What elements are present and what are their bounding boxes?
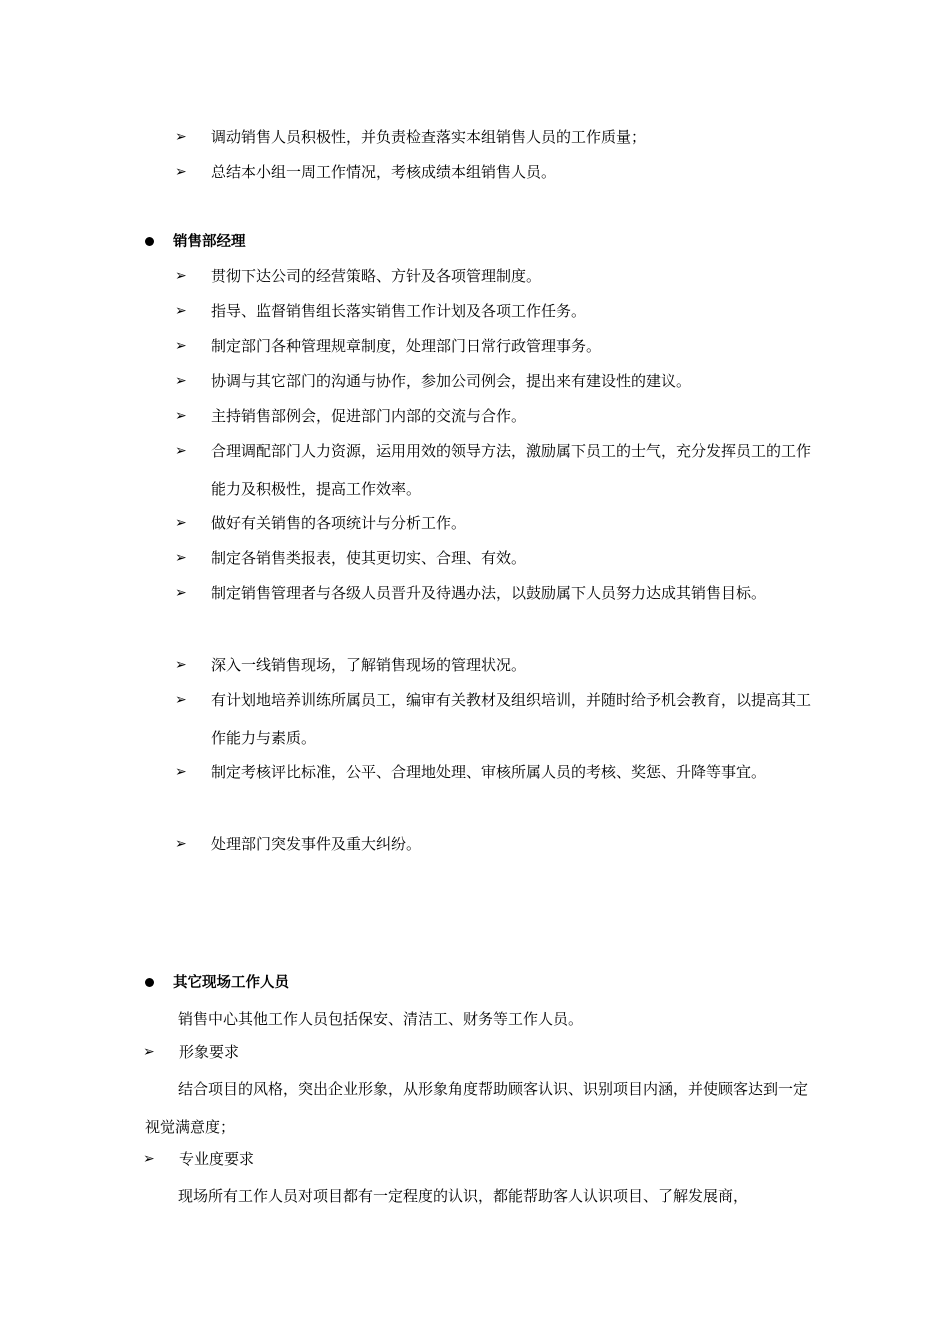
list-item: ➢ 总结本小组一周工作情况，考核成绩本组销售人员。 <box>175 153 815 191</box>
arrow-bullet-icon: ➢ <box>175 657 187 673</box>
arrow-bullet-icon: ➢ <box>175 303 187 319</box>
list-item: ➢ 深入一线销售现场，了解销售现场的管理状况。 <box>175 646 815 684</box>
arrow-bullet-icon: ➢ <box>175 550 187 566</box>
arrow-bullet-icon: ➢ <box>175 408 187 424</box>
arrow-bullet-icon: ➢ <box>175 692 187 708</box>
list-item: ➢ 有计划地培养训练所属员工，编审有关教材及组织培训，并随时给予机会教育，以提高其工作能力与素质。 <box>175 681 815 757</box>
arrow-bullet-icon: ➢ <box>175 443 187 459</box>
bullet-dot-icon <box>145 237 154 246</box>
professional-requirement-title: ➢ 专业度要求 <box>143 1150 255 1168</box>
others-intro: 销售中心其他工作人员包括保安、清洁工、财务等工作人员。 <box>178 1010 584 1028</box>
section-heading-manager: 销售部经理 <box>143 231 246 253</box>
list-item: ➢ 制定销售管理者与各级人员晋升及待遇办法，以鼓励属下人员努力达成其销售目标。 <box>175 574 815 612</box>
list-item: ➢ 制定部门各种管理规章制度，处理部门日常行政管理事务。 <box>175 327 815 365</box>
arrow-bullet-icon: ➢ <box>175 764 187 780</box>
list-item: ➢ 制定各销售类报表，使其更切实、合理、有效。 <box>175 539 815 577</box>
arrow-bullet-icon: ➢ <box>175 836 187 852</box>
list-item: ➢ 协调与其它部门的沟通与协作，参加公司例会，提出来有建设性的建议。 <box>175 362 815 400</box>
list-item: ➢ 制定考核评比标准，公平、合理地处理、审核所属人员的考核、奖惩、升降等事宜。 <box>175 753 815 791</box>
image-requirement-title: ➢ 形象要求 <box>143 1043 240 1061</box>
list-item: ➢ 做好有关销售的各项统计与分析工作。 <box>175 504 815 542</box>
arrow-bullet-icon: ➢ <box>175 515 187 531</box>
arrow-bullet-icon: ➢ <box>175 268 187 284</box>
arrow-bullet-icon: ➢ <box>143 1151 155 1167</box>
list-item: ➢ 处理部门突发事件及重大纠纷。 <box>175 825 815 863</box>
image-requirement-text: 结合项目的风格，突出企业形象，从形象角度帮助顾客认识、识别项目内涵，并使顾客达到一定视觉满意度； <box>145 1080 809 1136</box>
list-item: ➢ 合理调配部门人力资源，运用用效的领导方法，激励属下员工的士气，充分发挥员工的工作能力及积极性，提高工作效率。 <box>175 432 815 508</box>
list-item: ➢ 调动销售人员积极性，并负责检查落实本组销售人员的工作质量； <box>175 118 815 156</box>
list-item: ➢ 主持销售部例会，促进部门内部的交流与合作。 <box>175 397 815 435</box>
bullet-dot-icon <box>145 978 154 987</box>
list-item: ➢ 贯彻下达公司的经营策略、方针及各项管理制度。 <box>175 257 815 295</box>
arrow-bullet-icon: ➢ <box>175 164 187 180</box>
section-heading-others: 其它现场工作人员 <box>143 972 289 994</box>
arrow-bullet-icon: ➢ <box>175 373 187 389</box>
arrow-bullet-icon: ➢ <box>143 1044 155 1060</box>
arrow-bullet-icon: ➢ <box>175 129 187 145</box>
professional-requirement-text: 现场所有工作人员对项目都有一定程度的认识，都能帮助客人认识项目、了解发展商， <box>178 1187 749 1205</box>
list-item: ➢ 指导、监督销售组长落实销售工作计划及各项工作任务。 <box>175 292 815 330</box>
arrow-bullet-icon: ➢ <box>175 585 187 601</box>
arrow-bullet-icon: ➢ <box>175 338 187 354</box>
